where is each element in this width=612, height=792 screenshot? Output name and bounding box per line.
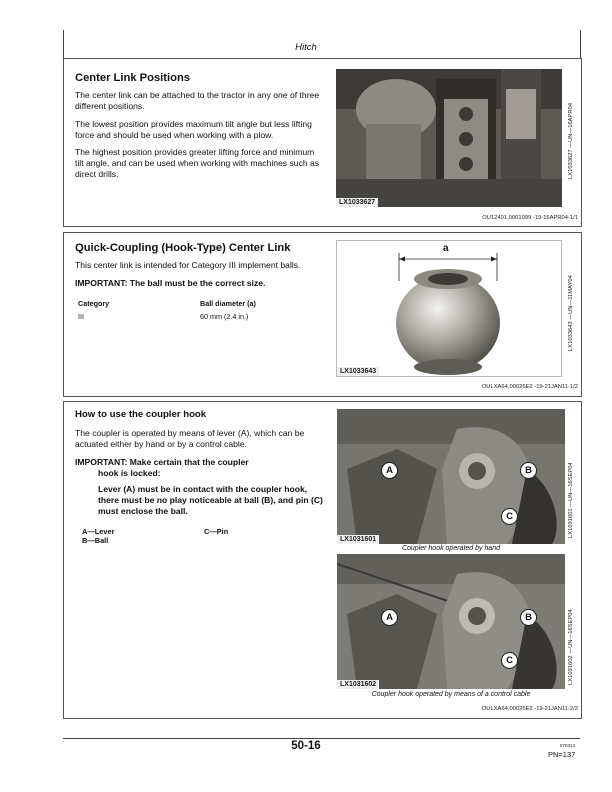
callout-a: A [381, 609, 398, 626]
callout-b: B [520, 462, 537, 479]
section-header: Hitch [295, 42, 317, 53]
center-link-image-code: LX1033627 —UN—16APR04 [568, 102, 574, 179]
coupler-cable-image-id: LX1031602 [337, 680, 379, 689]
coupler-hook-section [63, 401, 582, 719]
coupler-hook-ref: OULXA64,00026E2 -19-21JAN11-2/2 [481, 706, 578, 712]
center-link-photo [336, 69, 562, 207]
table-row [78, 312, 256, 325]
coupler-important-body: Lever (A) must be in contact with the coupler hook, there must be no play noticeable at ball (B), and pin (C) must enclose the ball. [98, 484, 323, 516]
ball-spec-header-diameter: Ball diameter (a) [200, 299, 256, 308]
center-link-p3: The highest position provides greater lifting force and minimum tilt angle, and can be used when working with machines such as direct drills. [75, 147, 320, 179]
page-number: 50-16 [291, 740, 321, 752]
legend-pin: C—Pin [204, 527, 229, 536]
coupler-cable-caption: Coupler hook operated by means of a control cable [371, 691, 531, 698]
tractor-center-link-illustration [336, 69, 562, 207]
ball-spec-header-category: Category [78, 299, 110, 308]
coupler-important-line1: IMPORTANT: Make certain that the coupler [75, 457, 249, 467]
ball-spec-table [78, 299, 256, 325]
ball-photo [336, 240, 562, 377]
legend-lever: A—Lever [82, 527, 115, 536]
coupler-cable-image-code: LX1031602 —UN—16SEP04 [568, 609, 574, 685]
footer-small-code: 070313 [560, 743, 576, 748]
coupler-hook-title: How to use the coupler hook [75, 409, 207, 420]
quick-coupling-section [63, 232, 582, 397]
coupler-photo-hand [337, 409, 565, 544]
coupler-hook-intro: The coupler is operated by means of lever (A), which can be actuated either by hand or by a control cable. [75, 428, 305, 449]
callout-c: C [501, 652, 518, 669]
callout-a: A [381, 462, 398, 479]
callout-c: C [501, 508, 518, 525]
coupler-important-line2: hook is locked: [98, 468, 161, 478]
coupler-hand-image-id: LX1031601 [337, 535, 379, 544]
ball-image-id: LX1033643 [337, 367, 379, 376]
center-link-section [63, 58, 582, 227]
ball-spec-diameter: 60 mm (2.4 in.) [200, 312, 249, 321]
ball-image-code: LX1033643 —UN—11MAY04 [568, 275, 574, 351]
coupler-photo-cable [337, 554, 565, 689]
coupler-hand-caption: Coupler hook operated by hand [401, 545, 501, 552]
center-link-title: Center Link Positions [75, 72, 190, 84]
center-link-ref: OU12401,0001099 -19-16APR04-1/1 [482, 215, 578, 221]
center-link-p1: The center link can be attached to the tractor in any one of three different positions. [75, 90, 320, 111]
coupler-hand-image-code: LX1031601 —UN—16SEP04 [568, 462, 574, 538]
implement-ball-illustration [337, 241, 562, 377]
quick-coupling-intro: This center link is intended for Category III implement balls. [75, 260, 301, 270]
footer-pn: PN=137 [548, 750, 576, 759]
ball-spec-category: III [78, 312, 84, 321]
quick-coupling-title: Quick-Coupling (Hook-Type) Center Link [75, 242, 291, 254]
center-link-image-id: LX1033627 [336, 198, 378, 207]
footer-rule [63, 738, 580, 739]
callout-b: B [520, 609, 537, 626]
center-link-p2: The lowest position provides maximum tilt angle but less lifting force and should be used when working with a plow. [75, 119, 312, 140]
legend-ball: B—Ball [82, 536, 109, 545]
quick-coupling-important: IMPORTANT: The ball must be the correct size. [75, 278, 266, 288]
dimension-label-a: a [443, 243, 449, 254]
quick-coupling-ref: OULXA64,00026E2 -19-21JAN11-1/2 [481, 384, 578, 390]
